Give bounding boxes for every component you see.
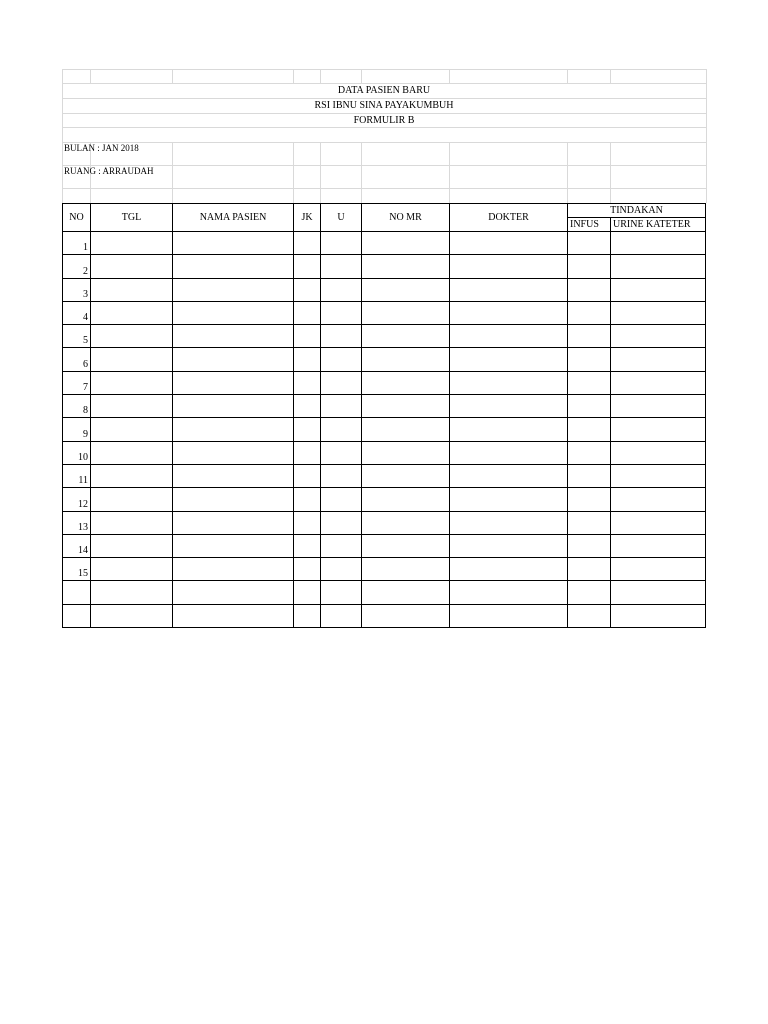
cell-infus[interactable] bbox=[568, 395, 611, 418]
cell-no[interactable]: 4 bbox=[63, 301, 91, 324]
col-header-nama-pasien: NAMA PASIEN bbox=[173, 204, 294, 232]
cell-u[interactable] bbox=[321, 558, 362, 581]
cell-no[interactable]: 9 bbox=[63, 418, 91, 441]
cell-nomr[interactable] bbox=[362, 511, 450, 534]
cell-u[interactable] bbox=[321, 488, 362, 511]
cell-nomr[interactable] bbox=[362, 232, 450, 255]
cell-jk[interactable] bbox=[294, 488, 321, 511]
cell-dokter[interactable] bbox=[450, 511, 568, 534]
cell-no[interactable]: 5 bbox=[63, 325, 91, 348]
cell-nama[interactable] bbox=[173, 558, 294, 581]
cell-jk[interactable] bbox=[294, 604, 321, 627]
cell-dokter[interactable] bbox=[450, 604, 568, 627]
cell-infus[interactable] bbox=[568, 348, 611, 371]
cell-dokter[interactable] bbox=[450, 558, 568, 581]
cell-nama[interactable] bbox=[173, 604, 294, 627]
cell-jk[interactable] bbox=[294, 511, 321, 534]
cell-urine[interactable] bbox=[611, 464, 706, 487]
table-row bbox=[63, 464, 706, 487]
cell-nama[interactable] bbox=[173, 581, 294, 604]
cell-nomr[interactable] bbox=[362, 534, 450, 557]
cell-no[interactable]: 2 bbox=[63, 255, 91, 278]
cell-infus[interactable] bbox=[568, 301, 611, 324]
cell-no[interactable]: 10 bbox=[63, 441, 91, 464]
cell-nama[interactable] bbox=[173, 441, 294, 464]
cell-nomr[interactable] bbox=[362, 348, 450, 371]
cell-jk[interactable] bbox=[294, 581, 321, 604]
cell-tgl[interactable] bbox=[91, 255, 173, 278]
table-row bbox=[63, 232, 706, 255]
cell-nomr[interactable] bbox=[362, 301, 450, 324]
cell-urine[interactable] bbox=[611, 581, 706, 604]
cell-nama[interactable] bbox=[173, 232, 294, 255]
cell-infus[interactable] bbox=[568, 581, 611, 604]
cell-nama[interactable] bbox=[173, 348, 294, 371]
cell-tgl[interactable] bbox=[91, 534, 173, 557]
table-row bbox=[63, 325, 706, 348]
cell-u[interactable] bbox=[321, 278, 362, 301]
cell-urine[interactable] bbox=[611, 348, 706, 371]
cell-u[interactable] bbox=[321, 232, 362, 255]
cell-nomr[interactable] bbox=[362, 558, 450, 581]
cell-dokter[interactable] bbox=[450, 488, 568, 511]
cell-no[interactable] bbox=[63, 581, 91, 604]
cell-infus[interactable] bbox=[568, 371, 611, 394]
cell-jk[interactable] bbox=[294, 232, 321, 255]
cell-urine[interactable] bbox=[611, 255, 706, 278]
cell-no[interactable]: 3 bbox=[63, 278, 91, 301]
cell-jk[interactable] bbox=[294, 278, 321, 301]
cell-u[interactable] bbox=[321, 464, 362, 487]
cell-infus[interactable] bbox=[568, 278, 611, 301]
cell-nomr[interactable] bbox=[362, 418, 450, 441]
cell-nama[interactable] bbox=[173, 255, 294, 278]
cell-nama[interactable] bbox=[173, 488, 294, 511]
table-row bbox=[63, 604, 706, 627]
cell-no[interactable]: 8 bbox=[63, 395, 91, 418]
cell-dokter[interactable] bbox=[450, 232, 568, 255]
col-header-tindakan: TINDAKAN bbox=[568, 204, 706, 218]
cell-u[interactable] bbox=[321, 604, 362, 627]
cell-u[interactable] bbox=[321, 534, 362, 557]
cell-no[interactable] bbox=[63, 604, 91, 627]
cell-dokter[interactable] bbox=[450, 371, 568, 394]
cell-u[interactable] bbox=[321, 395, 362, 418]
cell-jk[interactable] bbox=[294, 301, 321, 324]
cell-infus[interactable] bbox=[568, 464, 611, 487]
cell-dokter[interactable] bbox=[450, 278, 568, 301]
cell-jk[interactable] bbox=[294, 325, 321, 348]
cell-urine[interactable] bbox=[611, 534, 706, 557]
cell-infus[interactable] bbox=[568, 511, 611, 534]
cell-u[interactable] bbox=[321, 325, 362, 348]
cell-jk[interactable] bbox=[294, 371, 321, 394]
cell-tgl[interactable] bbox=[91, 511, 173, 534]
cell-dokter[interactable] bbox=[450, 581, 568, 604]
cell-dokter[interactable] bbox=[450, 418, 568, 441]
cell-tgl[interactable] bbox=[91, 301, 173, 324]
cell-no[interactable]: 15 bbox=[63, 558, 91, 581]
cell-urine[interactable] bbox=[611, 441, 706, 464]
cell-tgl[interactable] bbox=[91, 325, 173, 348]
cell-urine[interactable] bbox=[611, 488, 706, 511]
cell-no[interactable]: 13 bbox=[63, 511, 91, 534]
table-row bbox=[63, 581, 706, 604]
cell-urine[interactable] bbox=[611, 511, 706, 534]
table-row bbox=[63, 255, 706, 278]
cell-nama[interactable] bbox=[173, 418, 294, 441]
table-row bbox=[63, 395, 706, 418]
cell-tgl[interactable] bbox=[91, 348, 173, 371]
cell-nama[interactable] bbox=[173, 534, 294, 557]
cell-dokter[interactable] bbox=[450, 441, 568, 464]
col-header-urine-kateter: URINE KATETER bbox=[611, 218, 706, 232]
cell-no[interactable]: 11 bbox=[63, 464, 91, 487]
cell-nama[interactable] bbox=[173, 395, 294, 418]
col-header-u: U bbox=[321, 204, 362, 232]
col-header-no: NO bbox=[63, 204, 91, 232]
cell-urine[interactable] bbox=[611, 604, 706, 627]
cell-jk[interactable] bbox=[294, 464, 321, 487]
table-row bbox=[63, 511, 706, 534]
cell-tgl[interactable] bbox=[91, 278, 173, 301]
cell-infus[interactable] bbox=[568, 604, 611, 627]
cell-u[interactable] bbox=[321, 371, 362, 394]
cell-u[interactable] bbox=[321, 441, 362, 464]
cell-u[interactable] bbox=[321, 301, 362, 324]
cell-urine[interactable] bbox=[611, 232, 706, 255]
col-header-infus: INFUS bbox=[568, 218, 611, 232]
hospital-name: RSI IBNU SINA PAYAKUMBUH bbox=[314, 100, 454, 111]
cell-no[interactable]: 1 bbox=[63, 232, 91, 255]
table-row bbox=[63, 348, 706, 371]
col-header-dokter: DOKTER bbox=[450, 204, 568, 232]
cell-urine[interactable] bbox=[611, 371, 706, 394]
form-name: FORMULIR B bbox=[353, 115, 415, 126]
document-title: DATA PASIEN BARU bbox=[337, 85, 431, 96]
cell-tgl[interactable] bbox=[91, 418, 173, 441]
cell-tgl[interactable] bbox=[91, 232, 173, 255]
cell-u[interactable] bbox=[321, 511, 362, 534]
cell-nomr[interactable] bbox=[362, 581, 450, 604]
cell-urine[interactable] bbox=[611, 325, 706, 348]
table-row bbox=[63, 441, 706, 464]
cell-urine[interactable] bbox=[611, 278, 706, 301]
cell-infus[interactable] bbox=[568, 232, 611, 255]
cell-infus[interactable] bbox=[568, 534, 611, 557]
cell-jk[interactable] bbox=[294, 395, 321, 418]
cell-u[interactable] bbox=[321, 255, 362, 278]
cell-infus[interactable] bbox=[568, 558, 611, 581]
table-row bbox=[63, 418, 706, 441]
patient-table bbox=[62, 203, 706, 628]
cell-nama[interactable] bbox=[173, 464, 294, 487]
cell-nomr[interactable] bbox=[362, 278, 450, 301]
cell-nomr[interactable] bbox=[362, 325, 450, 348]
room-label: RUANG : ARRAUDAH bbox=[64, 166, 154, 176]
cell-nomr[interactable] bbox=[362, 255, 450, 278]
cell-u[interactable] bbox=[321, 418, 362, 441]
cell-dokter[interactable] bbox=[450, 325, 568, 348]
cell-urine[interactable] bbox=[611, 418, 706, 441]
table-row bbox=[63, 534, 706, 557]
cell-jk[interactable] bbox=[294, 558, 321, 581]
table-row bbox=[63, 278, 706, 301]
cell-nomr[interactable] bbox=[362, 604, 450, 627]
table-row bbox=[63, 558, 706, 581]
cell-tgl[interactable] bbox=[91, 441, 173, 464]
cell-tgl[interactable] bbox=[91, 371, 173, 394]
cell-infus[interactable] bbox=[568, 441, 611, 464]
cell-jk[interactable] bbox=[294, 348, 321, 371]
col-header-no-mr: NO MR bbox=[362, 204, 450, 232]
cell-u[interactable] bbox=[321, 581, 362, 604]
cell-urine[interactable] bbox=[611, 395, 706, 418]
cell-nama[interactable] bbox=[173, 371, 294, 394]
col-header-jk: JK bbox=[294, 204, 321, 232]
cell-nomr[interactable] bbox=[362, 441, 450, 464]
cell-infus[interactable] bbox=[568, 418, 611, 441]
cell-u[interactable] bbox=[321, 348, 362, 371]
cell-tgl[interactable] bbox=[91, 581, 173, 604]
cell-infus[interactable] bbox=[568, 325, 611, 348]
cell-infus[interactable] bbox=[568, 488, 611, 511]
cell-tgl[interactable] bbox=[91, 464, 173, 487]
cell-nomr[interactable] bbox=[362, 371, 450, 394]
cell-jk[interactable] bbox=[294, 418, 321, 441]
cell-dokter[interactable] bbox=[450, 348, 568, 371]
cell-dokter[interactable] bbox=[450, 301, 568, 324]
cell-jk[interactable] bbox=[294, 441, 321, 464]
cell-tgl[interactable] bbox=[91, 558, 173, 581]
cell-nama[interactable] bbox=[173, 301, 294, 324]
cell-nama[interactable] bbox=[173, 278, 294, 301]
cell-nama[interactable] bbox=[173, 511, 294, 534]
cell-no[interactable]: 7 bbox=[63, 371, 91, 394]
cell-no[interactable]: 14 bbox=[63, 534, 91, 557]
cell-dokter[interactable] bbox=[450, 464, 568, 487]
cell-nomr[interactable] bbox=[362, 395, 450, 418]
cell-nomr[interactable] bbox=[362, 488, 450, 511]
cell-no[interactable]: 12 bbox=[63, 488, 91, 511]
cell-infus[interactable] bbox=[568, 255, 611, 278]
col-header-tgl: TGL bbox=[91, 204, 173, 232]
cell-no[interactable]: 6 bbox=[63, 348, 91, 371]
table-row bbox=[63, 488, 706, 511]
cell-dokter[interactable] bbox=[450, 255, 568, 278]
cell-tgl[interactable] bbox=[91, 604, 173, 627]
cell-jk[interactable] bbox=[294, 255, 321, 278]
cell-tgl[interactable] bbox=[91, 488, 173, 511]
cell-urine[interactable] bbox=[611, 558, 706, 581]
cell-urine[interactable] bbox=[611, 301, 706, 324]
month-label: BULAN : JAN 2018 bbox=[64, 143, 139, 153]
table-row bbox=[63, 371, 706, 394]
table-row bbox=[63, 301, 706, 324]
cell-dokter[interactable] bbox=[450, 395, 568, 418]
cell-dokter[interactable] bbox=[450, 534, 568, 557]
cell-jk[interactable] bbox=[294, 534, 321, 557]
cell-nomr[interactable] bbox=[362, 464, 450, 487]
cell-nama[interactable] bbox=[173, 325, 294, 348]
cell-tgl[interactable] bbox=[91, 395, 173, 418]
